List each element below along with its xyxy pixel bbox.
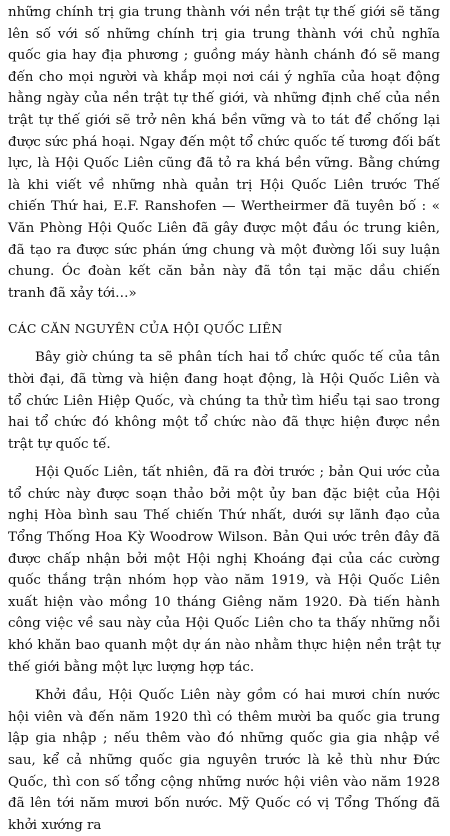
body-paragraph-2: Hội Quốc Liên, tất nhiên, đã ra đời trước ; bản Qui ước của tổ chức này được soạn thảo bởi một ủy ban đặc biệt của Hội nghị Hòa bình sau Thế chiến Thứ nhất, dưới sự lãnh đạo của Tổng Thống Hoa Kỳ Woodrow Wilson. Bản Qui ước trên đây đã được chấp nhận bởi một Hội nghị Khoáng đại của các cường quốc thắng trận nhóm họp vào năm 1919, và Hội Quốc Liên xuất hiện vào mồng 10 tháng Giêng năm 1920. Đà tiến hành công việc về sau này của Hội Quốc Liên cho ta thấy những nỗi khó khăn bao quanh một dự án nào nhằm thực hiện nền trật tự thế giới bằng một lực lượng hợp tác. [8,465,440,675]
body-paragraph-continued: những chính trị gia trung thành với nền trật tự thế giới sẽ tăng lên số với số những chính trị gia trung thành với chủ nghĩa quốc gia hay địa phương ; guồng máy hành chánh đó sẽ mang đến cho mọi người và khắp mọi nơi cái ý nghĩa của hoạt động hằng ngày của nền trật tự thế giới, và những định chế của nền trật tự thế giới sẽ trở nên khá bền vững và to tát để chống lại được sức phá hoại. Ngay đến một tổ chức quốc tế tương đối bất lực, là Hội Quốc Liên cũng đã tỏ ra khá bền vững. Bằng chứng là khi viết về những nhà quản trị Hội Quốc Liên trước Thế chiến Thứ hai, E.F. Ranshofen — Wertheirmer đã tuyên bố : « Văn Phòng Hội Quốc Liên đã gây được một đầu óc trung kiên, đã tạo ra được sức phán ứng chung và một đường lối suy luận chung. Óc đoàn kết căn bản này đã tồn tại mặc dầu chiến tranh đã xảy tới…» [8,5,440,301]
body-paragraph-3: Khởi đầu, Hội Quốc Liên này gồm có hai mươi chín nước hội viên và đến năm 1920 thì có thêm mười ba quốc gia trung lập gia nhập ; nếu thêm vào đó những quốc gia gia nhập về sau, kể cả những quốc gia nguyên trước là kẻ thù như Đức Quốc, thì con số tổng cộng những nước hội viên vào năm 1928 đã lên tới năm mươi bốn nước. Mỹ Quốc có vị Tổng Thống đã khởi xướng ra [8,688,440,833]
body-paragraph-1: Bây giờ chúng ta sẽ phân tích hai tổ chức quốc tế của tân thời đại, đã từng và hiện đang hoạt động, là Hội Quốc Liên và tổ chức Liên Hiệp Quốc, và chúng ta thử tìm hiểu tại sao trong hai tổ chức đó không một tổ chức nào đã thực hiện được nền trật tự quốc tế. [8,350,440,452]
section-heading: CÁC CĂN NGUYÊN CỦA HỘI QUỐC LIÊN [8,321,283,337]
